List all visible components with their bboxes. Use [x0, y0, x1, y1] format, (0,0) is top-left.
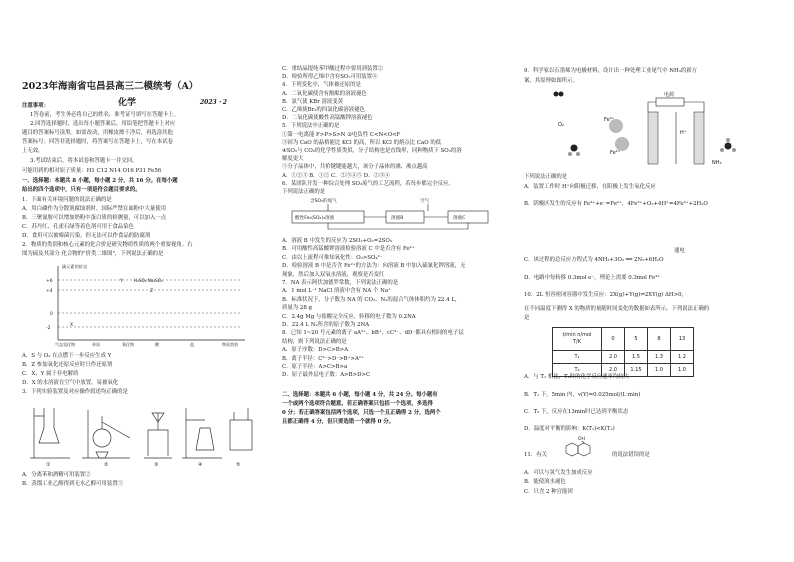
svg-text:②: ②	[104, 462, 109, 468]
svg-text:⑤: ⑤	[236, 462, 241, 468]
q10-option-b: B．T₁ 下，5min 内，v(Y)=0.025mol/(L·min)	[524, 392, 641, 398]
question-line: 质量为 28 g	[282, 305, 312, 312]
table-row	[553, 351, 694, 364]
exam-title: 2023年海南省屯昌县高三二模统考（A）	[22, 81, 199, 92]
question-line: A．1 mol L⁻¹ NaCl 溶液中含有 NA 个 Na⁺	[282, 288, 391, 295]
lab-apparatus-figure	[22, 398, 262, 468]
note-line: 3.考试结束后，将本试卷和答题卡一并交回。	[30, 158, 138, 164]
q11-option-c: C．只含 2 种官能团	[524, 489, 573, 495]
y-tick-label: 0	[50, 312, 53, 317]
table-cell: 2.0	[602, 351, 625, 364]
x-tick-label: 氧化物	[122, 342, 134, 347]
section2-line: 二、选择题：本题共 6 小题，每小题 4 分，共 24 分。每小题有	[282, 392, 438, 398]
atomic-mass: 可能用到的相对原子质量：H1 C12 N14 O16 P31 Fe56	[22, 168, 162, 174]
table-header-row	[553, 328, 694, 351]
section1-heading: 一、选择题：本题共 8 小题，每小题 2 分，共 16 分。在每小题	[22, 178, 178, 184]
electrolysis-condition: 通电	[674, 248, 685, 254]
question-line: B．氯气使 KBr 溶液变黄	[282, 98, 344, 105]
nh3-label: NH₃	[712, 160, 722, 166]
q1-option-d: D．食用可以被霉菌污染，但无法可以作食品的防腐剂	[22, 233, 151, 239]
right-column	[524, 0, 794, 562]
flow-air-label: 空气	[420, 199, 430, 204]
exam-date: 2023・2	[200, 99, 227, 106]
section2-line: 且都正确得 4 分，但只要选错一个就得 0 分。	[282, 419, 395, 425]
flow-box3: 溶液C	[453, 216, 466, 221]
question-line: 6．某团队开发一种综合处理 SO₂废气的工艺流程，若每步都完全反应。	[282, 180, 454, 187]
question-line: C．2.4g Mg 与盐酸完全反应，转移的电子数为 0.2NA	[282, 313, 416, 320]
o2-label: O₂	[558, 122, 564, 128]
table-cell: 1.3	[648, 351, 671, 364]
section2-line: 0 分；若正确答案包括两个选项，只选一个且正确得 2 分，选两个	[282, 410, 441, 416]
q1-option-b: B．三聚氰胺可以增加奶粉中蛋白质的检测量，可以加入一点	[22, 215, 167, 221]
y-tick-label: +6	[46, 279, 53, 284]
label-z: Z	[150, 289, 154, 294]
label-acids: H₂SO₄ Na₂SO₄	[134, 278, 163, 283]
table-cell: 1.0	[671, 364, 694, 377]
h-label: H⁺	[680, 130, 687, 136]
q10-line: 是	[524, 315, 530, 321]
question-line: C．由以上流程可推知氧化性：O₂>SO₄²⁻	[282, 254, 383, 261]
q11-stem-tail: 的说法错误的是	[612, 452, 650, 458]
question-line: 4．下列变化中，气体被还原的是	[282, 82, 361, 89]
table-cell: 1.2	[671, 351, 694, 364]
x-tick-label: 气态氢化物	[55, 342, 75, 347]
q10-option-a: A．与 T₁ 相比，T₂时的化学反应速率均较大	[524, 374, 630, 380]
question-line: A．二氧化碳使含有酚酞的溶液褪色	[282, 90, 367, 97]
question-line: ④SO₂与 CO₂的化学性质类似，分子结构也是直线形，同种物质下 SO₂的溶	[282, 148, 462, 154]
note-line: 题目的答案标号涂黑。如需改动，用橡皮擦干净后，再选涂其他	[22, 130, 173, 136]
valence-chart	[40, 260, 250, 350]
q1-option-c: C．苏丹红、孔雀石绿等着色剂可用于食品染色	[22, 224, 134, 230]
question-line: 解度更大	[282, 156, 304, 163]
q10-line: 10．2L 恒容密闭容器中发生反应：2X(g)+Y(g)⇌2XY(g) ΔH>0，	[524, 292, 687, 298]
question-line: A．原子序数：D>C>B>A	[282, 347, 349, 354]
table-cell: 1.0	[648, 364, 671, 377]
middle-column	[268, 0, 524, 562]
oh-label: OH	[578, 437, 585, 442]
q9-option-line: B．阴极区发生的反应有 Fe³⁺+e⁻=Fe²⁺，4Fe²⁺+O₂+4H⁺=4Fe³⁺+2H₂O	[524, 201, 708, 207]
q11-option-a: A．可以与氢气发生加成反应	[524, 470, 593, 476]
question-line: B．可用酸性高锰酸钾溶液检验溶液 C 中是否含有 Fe²⁺	[282, 246, 415, 253]
q9-line: 9．科学家以石墨烯为电极材料，设计出一种处理工业尾气中 NH₃的新方	[524, 68, 698, 74]
question-line: A．溶液 B 中发生的反应为 2SO₂+O₂=2SO₃	[282, 238, 392, 244]
flow-input-label: 含SO₂的尾气	[310, 199, 337, 204]
so2-flow-diagram	[282, 196, 512, 232]
y-tick-label: -2	[46, 326, 51, 331]
table-cell: 1.15	[625, 364, 648, 377]
question-line: 8．已知 1~20 号元素的离子 aA²⁺、bB⁺、cC³⁻、dD⁻都具有相同的电子层	[282, 330, 464, 337]
q10-data-table	[552, 327, 694, 377]
question-line: B．标准状况下，分子数为 NA 的 CO₂、N₂的混合气体体积约为 22.4 L，	[282, 296, 461, 303]
molecule-structure	[558, 434, 608, 464]
flow-box2: 溶液B	[391, 216, 404, 221]
question-line: 下列说法正确的是	[282, 189, 326, 195]
question-line: ③因为 CaO 的晶格能比 KCl 的高，所以 KCl 的熔点比 CaO 的低	[282, 139, 442, 146]
q9-option-line: C．该过程的总反应方程式为 4NH₃+3O₂ ══ 2N₂+6H₂O	[524, 257, 664, 263]
q9-option-line: A．装置工作时 H⁺向阳极迁移，在阳极上发生氧化反应	[524, 184, 656, 190]
q2-option-d: D．X 的水溶液在空气中放置，易被氧化	[22, 380, 119, 386]
note-line: 上无效。	[22, 148, 44, 154]
q10-option-c: C．T₂ 下，反应在13min时已达到平衡状态	[524, 409, 629, 415]
question-line: 5．下列说法中正确的是	[282, 123, 340, 130]
q3-stem: 3．下列实验装置及对应操作叙述均正确的是	[22, 389, 128, 395]
question-line: D．原子最外层电子数：A>B>D>C	[282, 372, 371, 379]
note-line: 答案标号。回答非选择题时，将答案写在答题卡上，写在本试卷	[22, 139, 173, 145]
question-line: D．22.4 L N₂所含的原子数为 2NA	[282, 322, 370, 328]
fe2-label: Fe²⁺	[610, 150, 621, 156]
table-row-label: T₂	[553, 364, 602, 377]
question-line: 7．NA 表示阿伏加德罗常数，下列说法正确的是	[282, 280, 399, 286]
question-line: C．重结晶提纯苯甲酸过程中要用到装置②	[282, 66, 384, 72]
table-header: 0	[602, 328, 625, 351]
question-line: A．①②③ B．①② C．②③④⑤ D．②③④	[282, 172, 390, 179]
table-row-label: T₁	[553, 351, 602, 364]
section1-heading2: 给出的四个选项中，只有一项是符合题目要求的。	[22, 187, 141, 193]
q1-stem: 1．下面有关环境问题的说法正确的是	[22, 197, 112, 203]
q11-stem: 11．有关	[524, 452, 548, 458]
svg-text:①: ①	[46, 462, 51, 468]
q3-option-b: B．蒸馏工业乙醇得到无水乙醇可用装置⑤	[22, 481, 123, 487]
q9-line: 案，其原理如图所示。	[524, 78, 578, 84]
x-tick-label: 单质	[92, 342, 100, 347]
note-line: 1答卷前，考生务必将自己的姓名、准考证号填写在答题卡上。	[30, 112, 179, 118]
table-cell: 2.0	[602, 364, 625, 377]
question-line: 结构，则下列说法正确的是	[282, 338, 347, 345]
table-header-corner: t/min n/mol	[562, 332, 592, 338]
svg-text:④: ④	[198, 462, 203, 468]
question-line: D．检验所得乙烯中含有SO₂可用装置④	[282, 74, 378, 81]
question-line: D．检验溶液 B 中是否含 Fe²⁺的方法为：向溶液 B 中加入硫氰化钾溶液，无	[282, 263, 466, 270]
notes-heading: 注意事项：	[22, 103, 49, 109]
question-line: 现象，然后加入双氧水溶液，观察是否变红	[282, 271, 385, 278]
table-header: 5	[625, 328, 648, 351]
q2-stem: 2．物质的类别和核心元素的化合价是研究物质性质的两个重要视角。右	[22, 242, 193, 248]
flow-box1: 酸性Fe₂(SO₄)₃溶液	[295, 216, 335, 221]
question-line: C．乙烯使Br₂的四氯化碳溶液褪色	[282, 107, 365, 113]
question-line: D．二氧化碳使酸性高锰酸钾溶液褪色	[282, 115, 373, 122]
question-line: ⑤分子晶体中，共价键键能越大，该分子晶体的沸、沸点越高	[282, 164, 428, 171]
q1-option-a: A．用白磷作为分散剂腐蚀剂时，国际严禁在面粉中大量使用	[22, 206, 167, 212]
q2-stem2: 图为硫及其部分 化合物的"价类二维图"，下列说法正确的是	[22, 251, 164, 257]
x-tick-label: 酸	[155, 342, 159, 347]
question-line: C．原子半径：A>C>B>a	[282, 364, 348, 370]
q10-option-d: D．温度对平衡的影响：K(T₁)<K(T₂)	[524, 426, 615, 432]
q2-option-a: A．S 与 O₂ 在点燃下一步反应生成 Y	[22, 353, 112, 359]
q10-line: 在不同温度下测得 X 的物质的量随时间变化的数据如表所示，下列说法正确的	[524, 306, 710, 312]
q11-option-b: B．能使溴水褪色	[524, 479, 566, 485]
table-cell: 1.5	[625, 351, 648, 364]
subject-title: 化学	[118, 98, 137, 108]
x-axis-label: 物质类别	[222, 342, 238, 347]
power-label: 电源	[664, 92, 675, 98]
table-header: 8	[648, 328, 671, 351]
y-axis-label: 硫元素的价态	[62, 264, 88, 269]
x-tick-label: 盐	[190, 342, 194, 347]
svg-text:③: ③	[154, 462, 159, 468]
note-line: 2.回答选择题时，选出每小题答案后，用铅笔把答题卡上对应	[30, 121, 176, 127]
table-header: 13	[671, 328, 694, 351]
q2-option-b: B．Z 参加氧化还原反应时只作还原剂	[22, 362, 113, 368]
section2-line: 一个或两个选项符合题意。若正确答案只包括一个选项，多选得	[282, 401, 433, 407]
question-line: B．离子半径：C³⁻>D⁻>B⁺>A²⁺	[282, 355, 364, 362]
q9-option-line: D．电路中每转移 0.3mol e⁻，理论上需要 0.3mol Fe³⁺	[524, 275, 661, 281]
label-x: X	[70, 323, 74, 328]
q9-option-line: 下列说法正确的是	[524, 174, 568, 180]
table-header-corner-2: T/K	[572, 339, 582, 345]
label-y: Y	[120, 279, 123, 284]
question-line: ①第一电离能 F>P>S>N ②电负性 C<N<O<F	[282, 131, 401, 138]
y-tick-label: +4	[46, 289, 53, 294]
q2-option-c: C．X、Y 属于非电解质	[22, 371, 79, 377]
left-column	[0, 0, 268, 562]
q3-option-a: A．分离苯和酒精可用装置②	[22, 472, 91, 478]
electrolysis-diagram	[544, 88, 744, 168]
fe3-label: Fe³⁺	[604, 117, 615, 123]
